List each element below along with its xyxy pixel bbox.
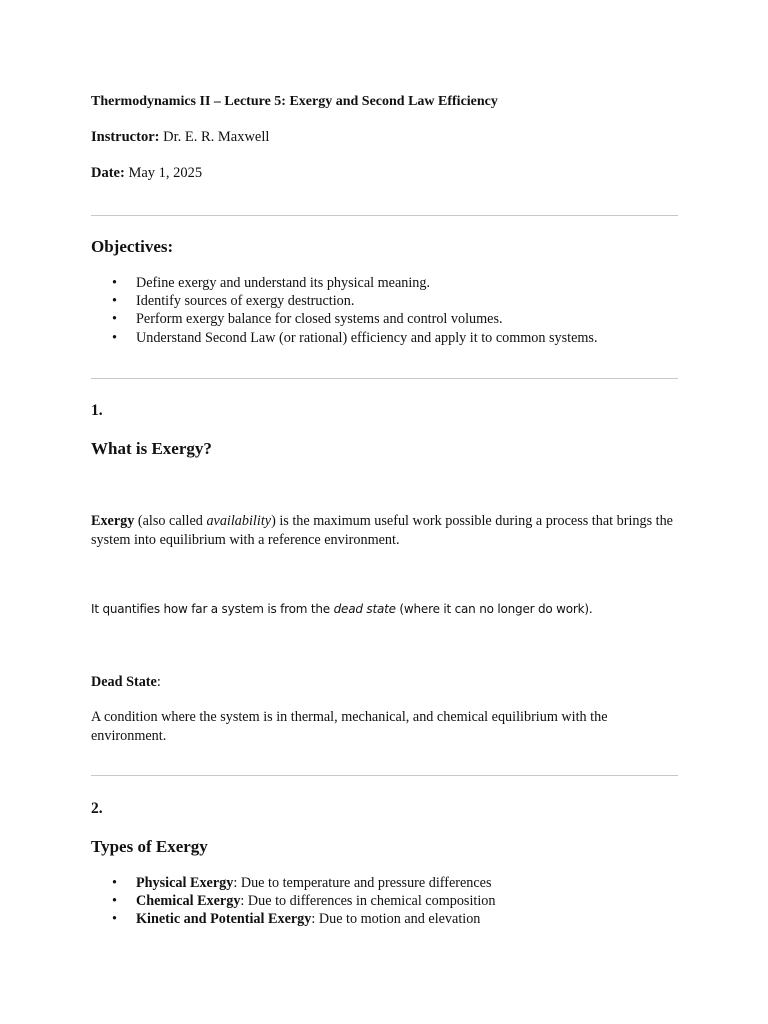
list-item: • Understand Second Law (or rational) efficiency and apply it to common systems. (112, 329, 598, 346)
list-item: • Identify sources of exergy destruction. (112, 293, 355, 310)
list-item: • Kinetic and Potential Exergy: Due to motion and elevation (112, 911, 481, 928)
availability-term: availability (206, 513, 272, 529)
dead-state-label-line: Dead State: (91, 674, 161, 690)
section-1-number: 1. (91, 402, 103, 419)
date-line (91, 165, 202, 182)
exergy-types-list (91, 874, 495, 929)
bullet-icon: • (112, 875, 117, 891)
instructor-value: Dr. E. R. Maxwell (159, 129, 270, 145)
dead-state-term: dead state (333, 602, 396, 616)
document-title: Thermodynamics II – Lecture 5: Exergy and Second Law Efficiency (91, 94, 498, 109)
objectives-heading: Objectives: (91, 237, 174, 256)
bullet-icon: • (112, 911, 117, 928)
list-item: • Define exergy and understand its physical meaning. (112, 275, 431, 291)
section-2-number: 2. (91, 800, 103, 817)
instructor-label: Instructor: (91, 129, 160, 145)
bullet-icon: • (112, 311, 117, 328)
divider-1 (91, 215, 678, 216)
list-item: • Chemical Exergy: Due to differences in chemical composition (112, 893, 496, 910)
dead-state-definition: A condition where the system is in thermal, mechanical, and chemical equilibrium with the environment. (91, 709, 608, 744)
section-1-heading: What is Exergy? (91, 439, 212, 458)
bullet-icon: • (112, 275, 117, 291)
bullet-icon: • (112, 329, 117, 346)
divider-3 (91, 775, 678, 776)
exergy-definition: Exergy (also called availability) is the maximum useful work possible during a process that brings the system into equilibrium with a reference environment. (91, 513, 673, 548)
instructor-line (91, 129, 269, 146)
exergy-term: Exergy (91, 513, 135, 529)
section-2-heading: Types of Exergy (91, 837, 208, 856)
bullet-icon: • (112, 893, 117, 910)
objectives-list (91, 274, 598, 347)
bullet-icon: • (112, 293, 117, 310)
dead-state-label: Dead State (91, 674, 157, 690)
date-label: Date: (91, 165, 125, 181)
date-value: May 1, 2025 (124, 165, 203, 181)
list-item: • Physical Exergy: Due to temperature and pressure differences (112, 875, 492, 891)
dead-state-explanation: It quantifies how far a system is from the dead state (where it can no longer do work). (91, 602, 593, 616)
divider-2 (91, 378, 678, 379)
list-item: • Perform exergy balance for closed systems and control volumes. (112, 311, 503, 328)
